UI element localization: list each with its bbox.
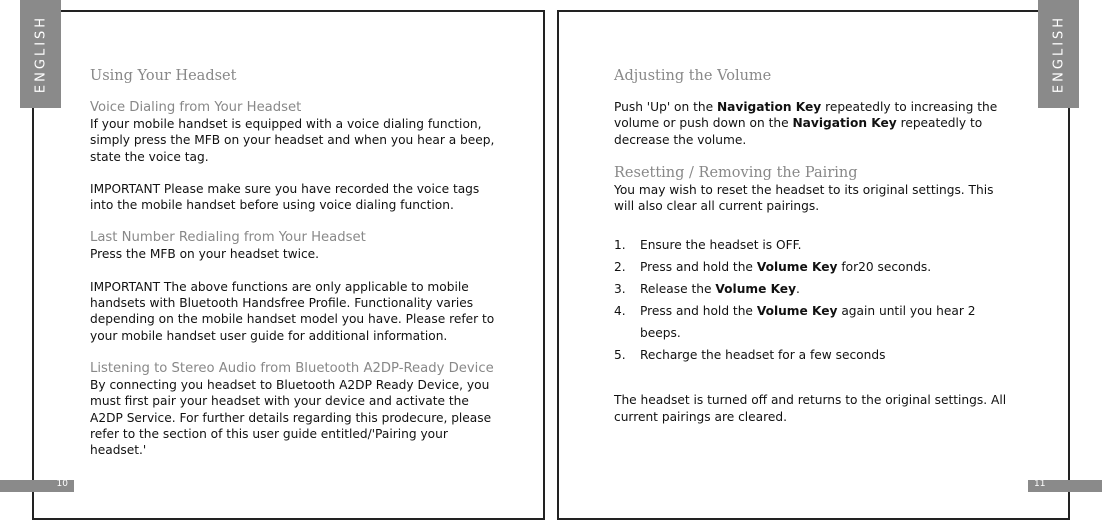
- section-heading-reset: Resetting / Removing the Pairing: [614, 164, 858, 181]
- section-heading-a2dp: Listening to Stereo Audio from Bluetooth A2DP-Ready Device: [90, 360, 494, 376]
- list-item: 1. Ensure the headset is OFF.: [614, 238, 802, 253]
- section-text-voice-dialing: If your mobile handset is equipped with a voice dialing function, simply press the MFB on your headset and when you hear a beep, state the voice tag.: [90, 117, 495, 164]
- language-tab-label: ENGLISH: [33, 14, 48, 94]
- section-text-a2dp: By connecting you headset to Bluetooth A2DP Ready Device, you must first pair your headset with your device and activate the A2DP Service. For further details regarding this prodecure, please refer to the section of this user guide entitled/'Pairing your headset.': [90, 377, 492, 458]
- section-text-last-number-redial: Press the MFB on your headset twice.: [90, 247, 320, 262]
- navigation-key-label: Navigation Key: [716, 100, 822, 114]
- list-item: 5. Recharge the headset for a few seconds: [614, 348, 886, 363]
- important-note-voice-dialing: IMPORTANT Please make sure you have recorded the voice tags into the mobile handset before using voice dialing function.: [90, 181, 480, 213]
- section-text-reset: You may wish to reset the headset to its original settings. This will also clear all current pairings.: [614, 182, 994, 214]
- volume-key-label: Volume Key: [756, 260, 838, 275]
- section-heading-voice-dialing: Voice Dialing from Your Headset: [90, 100, 302, 115]
- volume-text-2: repeatedly to increasing the volume or push down on the: [614, 100, 998, 131]
- list-item: 2. Press and hold the Volume Key for20 seconds.: [614, 260, 932, 275]
- page-title-right: Adjusting the Volume: [614, 68, 772, 84]
- left-page-content: [90, 66, 500, 458]
- language-tab-label: ENGLISH: [1051, 14, 1066, 94]
- reset-steps-list: [614, 234, 1014, 366]
- page-number-bar-right: [1028, 480, 1102, 492]
- page-number-right: 11: [1034, 479, 1046, 489]
- volume-text-3: repeatedly to decrease the volume.: [614, 116, 983, 147]
- important-note-handsfree: IMPORTANT The above functions are only applicable to mobile handsets with Bluetooth Handsfree Profile. Functionality varies depending on the mobile handset model you have. Please refer to your mobile handset user guide for additional information.: [90, 279, 495, 343]
- page-title-left: Using Your Headset: [90, 68, 237, 84]
- reset-result-text: The headset is turned off and returns to the original settings. All current pairings are cleared.: [614, 393, 1007, 424]
- language-tab-right: [1038, 0, 1079, 108]
- volume-text-1: Push 'Up' on the: [614, 100, 717, 114]
- language-tab-left: [20, 0, 61, 108]
- list-item: 3. Release the Volume Key.: [614, 282, 800, 297]
- right-page-content: [614, 66, 1014, 425]
- volume-key-label: Volume Key: [715, 282, 797, 297]
- section-heading-last-number-redial: Last Number Redialing from Your Headset: [90, 230, 366, 246]
- volume-instructions: [614, 99, 1014, 148]
- volume-key-label: Volume Key: [756, 304, 838, 319]
- navigation-key-label: Navigation Key: [792, 116, 897, 131]
- page-number-bar-left: [0, 480, 74, 492]
- page-number-left: 10: [56, 479, 68, 489]
- list-item: 4. Press and hold the Volume Key again until you hear 2 beeps.: [614, 304, 976, 341]
